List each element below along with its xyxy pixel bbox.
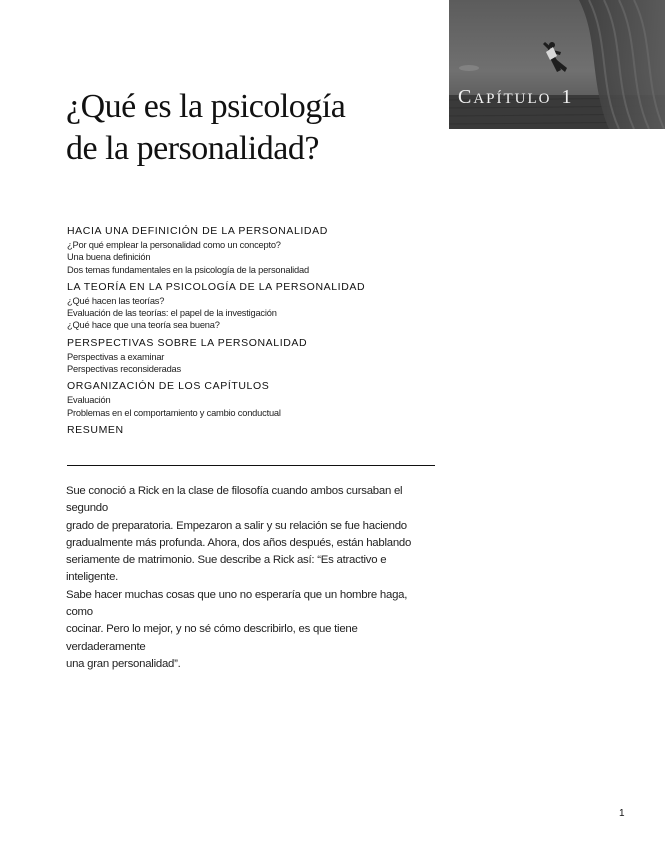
toc-section: [67, 224, 435, 276]
toc-item: Evaluación: [67, 395, 111, 406]
chapter-number: 1: [561, 86, 574, 108]
toc-item: Perspectivas reconsideradas: [67, 364, 181, 375]
toc-section-heading: LA TEORÍA EN LA PSICOLOGÍA DE LA PERSONALIDAD: [67, 280, 366, 293]
toc-item: ¿Por qué emplear la personalidad como un concepto?: [67, 240, 281, 250]
toc-item: Problemas en el comportamiento y cambio conductual: [67, 407, 281, 418]
opening-paragraph: [66, 483, 426, 673]
toc-section-heading: HACIA UNA DEFINICIÓN DE LA PERSONALIDAD: [67, 225, 328, 237]
chapter-label-rest: APÍTULO: [473, 91, 552, 107]
toc-item: Una buena definición: [67, 252, 151, 263]
page-title-line-2: de la personalidad?: [66, 130, 319, 167]
toc-section: [67, 280, 435, 332]
page-number: 1: [619, 808, 625, 819]
paragraph-line: Sabe hacer muchas cosas que uno no esperaría que un hombre haga, como: [66, 588, 408, 619]
toc-section: [67, 336, 435, 376]
toc-section: [67, 423, 435, 437]
paragraph-line: grado de preparatoria. Empezaron a salir y su relación se fue haciendo: [66, 519, 407, 532]
toc-section: [67, 379, 435, 419]
paragraph-line: cocinar. Pero lo mejor, y no sé cómo describirlo, es que tiene verdaderamente: [66, 623, 358, 653]
toc-item: Perspectivas a examinar: [67, 351, 165, 362]
paragraph-line: Sue conoció a Rick en la clase de filosofía cuando ambos cursaban el segundo: [66, 485, 403, 515]
chapter-label: [458, 86, 574, 109]
toc-item: ¿Qué hacen las teorías?: [67, 295, 165, 306]
toc-section-heading: ORGANIZACIÓN DE LOS CAPÍTULOS: [67, 380, 270, 393]
toc-item: Dos temas fundamentales en la psicología de la personalidad: [67, 264, 309, 275]
page-title-line-1: ¿Qué es la psicología: [66, 88, 346, 125]
toc-item: Evaluación de las teorías: el papel de la investigación: [67, 308, 277, 319]
chapter-photo: [449, 0, 665, 129]
chapter-label-initial: C: [458, 86, 474, 108]
chapter-contents: [67, 224, 435, 441]
person-jumping-image: [449, 0, 665, 129]
paragraph-line: gradualmente más profunda. Ahora, dos años después, están hablando: [66, 536, 412, 549]
toc-section-heading: RESUMEN: [67, 423, 124, 436]
toc-item: ¿Qué hace que una teoría sea buena?: [67, 320, 220, 331]
paragraph-line: una gran personalidad”.: [66, 657, 181, 670]
paragraph-line: seriamente de matrimonio. Sue describe a Rick así: “Es atractivo e inteligente.: [66, 554, 387, 584]
divider: [67, 465, 435, 466]
page-title: [66, 86, 345, 170]
toc-section-heading: PERSPECTIVAS SOBRE LA PERSONALIDAD: [67, 336, 308, 349]
